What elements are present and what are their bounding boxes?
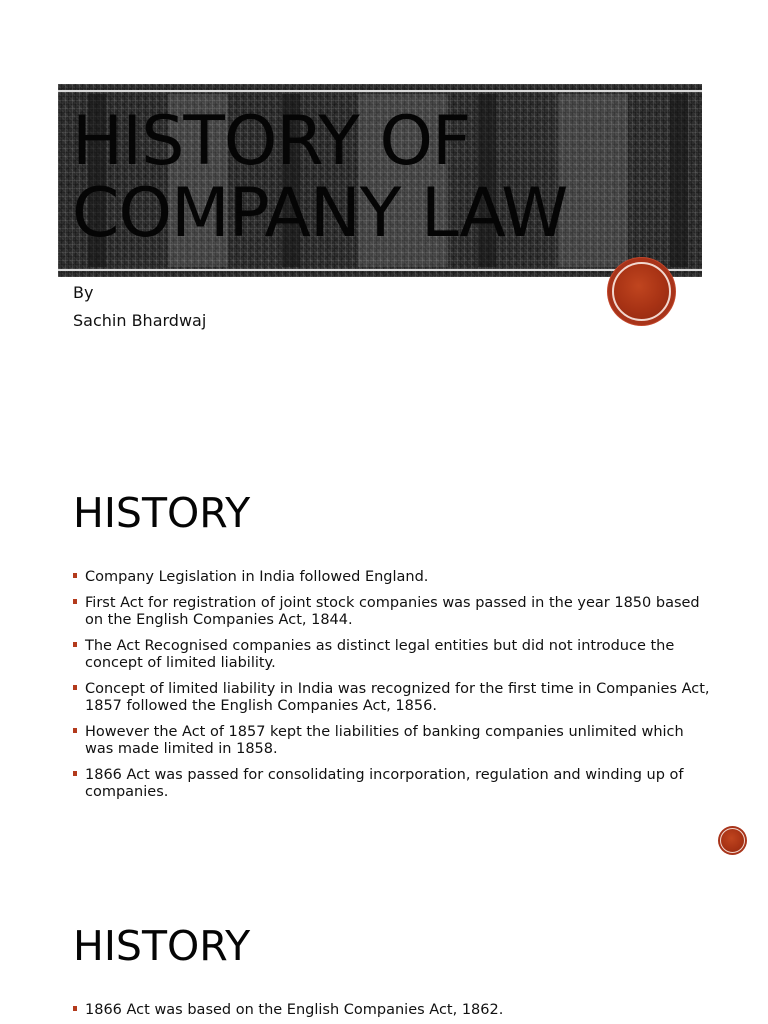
list-item xyxy=(73,767,713,802)
bullet-marker-icon xyxy=(73,1006,77,1011)
list-item-text: Concept of limited liability in India was recognized for the first time in Companies Act, 1857 followed the English Companies Act, 1856. xyxy=(85,680,710,714)
title-line-1: HISTORY OF xyxy=(72,102,471,181)
list-item-text: 1866 Act was passed for consolidating incorporation, regulation and winding up of companies. xyxy=(85,766,684,800)
bullet-marker-icon xyxy=(73,685,77,690)
list-item xyxy=(73,724,713,759)
bullet-marker-icon xyxy=(73,599,77,604)
list-item-text: First Act for registration of joint stock companies was passed in the year 1850 based on the English Companies Act, 1844. xyxy=(85,594,700,628)
list-item-text: The Act Recognised companies as distinct legal entities but did not introduce the concept of limited liability. xyxy=(85,637,675,671)
byline xyxy=(73,279,206,335)
bullet-marker-icon xyxy=(73,573,77,578)
list-item xyxy=(73,638,713,673)
bullet-list xyxy=(73,569,713,810)
accent-circle-ring xyxy=(612,262,671,321)
list-item xyxy=(73,569,713,587)
list-item-text: 1866 Act was based on the English Companies Act, 1862. xyxy=(85,1002,504,1018)
accent-circle-ring xyxy=(720,828,745,853)
by-label: By xyxy=(73,283,94,302)
banner-bottom-stripe xyxy=(58,269,702,271)
bullet-marker-icon xyxy=(73,642,77,647)
section-heading: HISTORY xyxy=(73,489,251,537)
bullet-marker-icon xyxy=(73,771,77,776)
list-item xyxy=(73,595,713,630)
title-line-2: COMPANY LAW xyxy=(72,174,568,253)
list-item xyxy=(73,1002,713,1020)
section-heading: HISTORY xyxy=(73,922,251,970)
list-item-text: Company Legislation in India followed England. xyxy=(85,569,429,585)
presentation-title xyxy=(72,102,692,253)
bullet-list xyxy=(73,1002,713,1024)
list-item-text: However the Act of 1857 kept the liabilities of banking companies unlimited which was made limited in 1858. xyxy=(85,723,684,757)
banner-top-stripe xyxy=(58,90,702,92)
bullet-marker-icon xyxy=(73,728,77,733)
accent-circle-small-icon xyxy=(718,826,747,855)
list-item xyxy=(73,681,713,716)
author-name: Sachin Bhardwaj xyxy=(73,311,207,330)
accent-circle-icon xyxy=(608,258,675,325)
